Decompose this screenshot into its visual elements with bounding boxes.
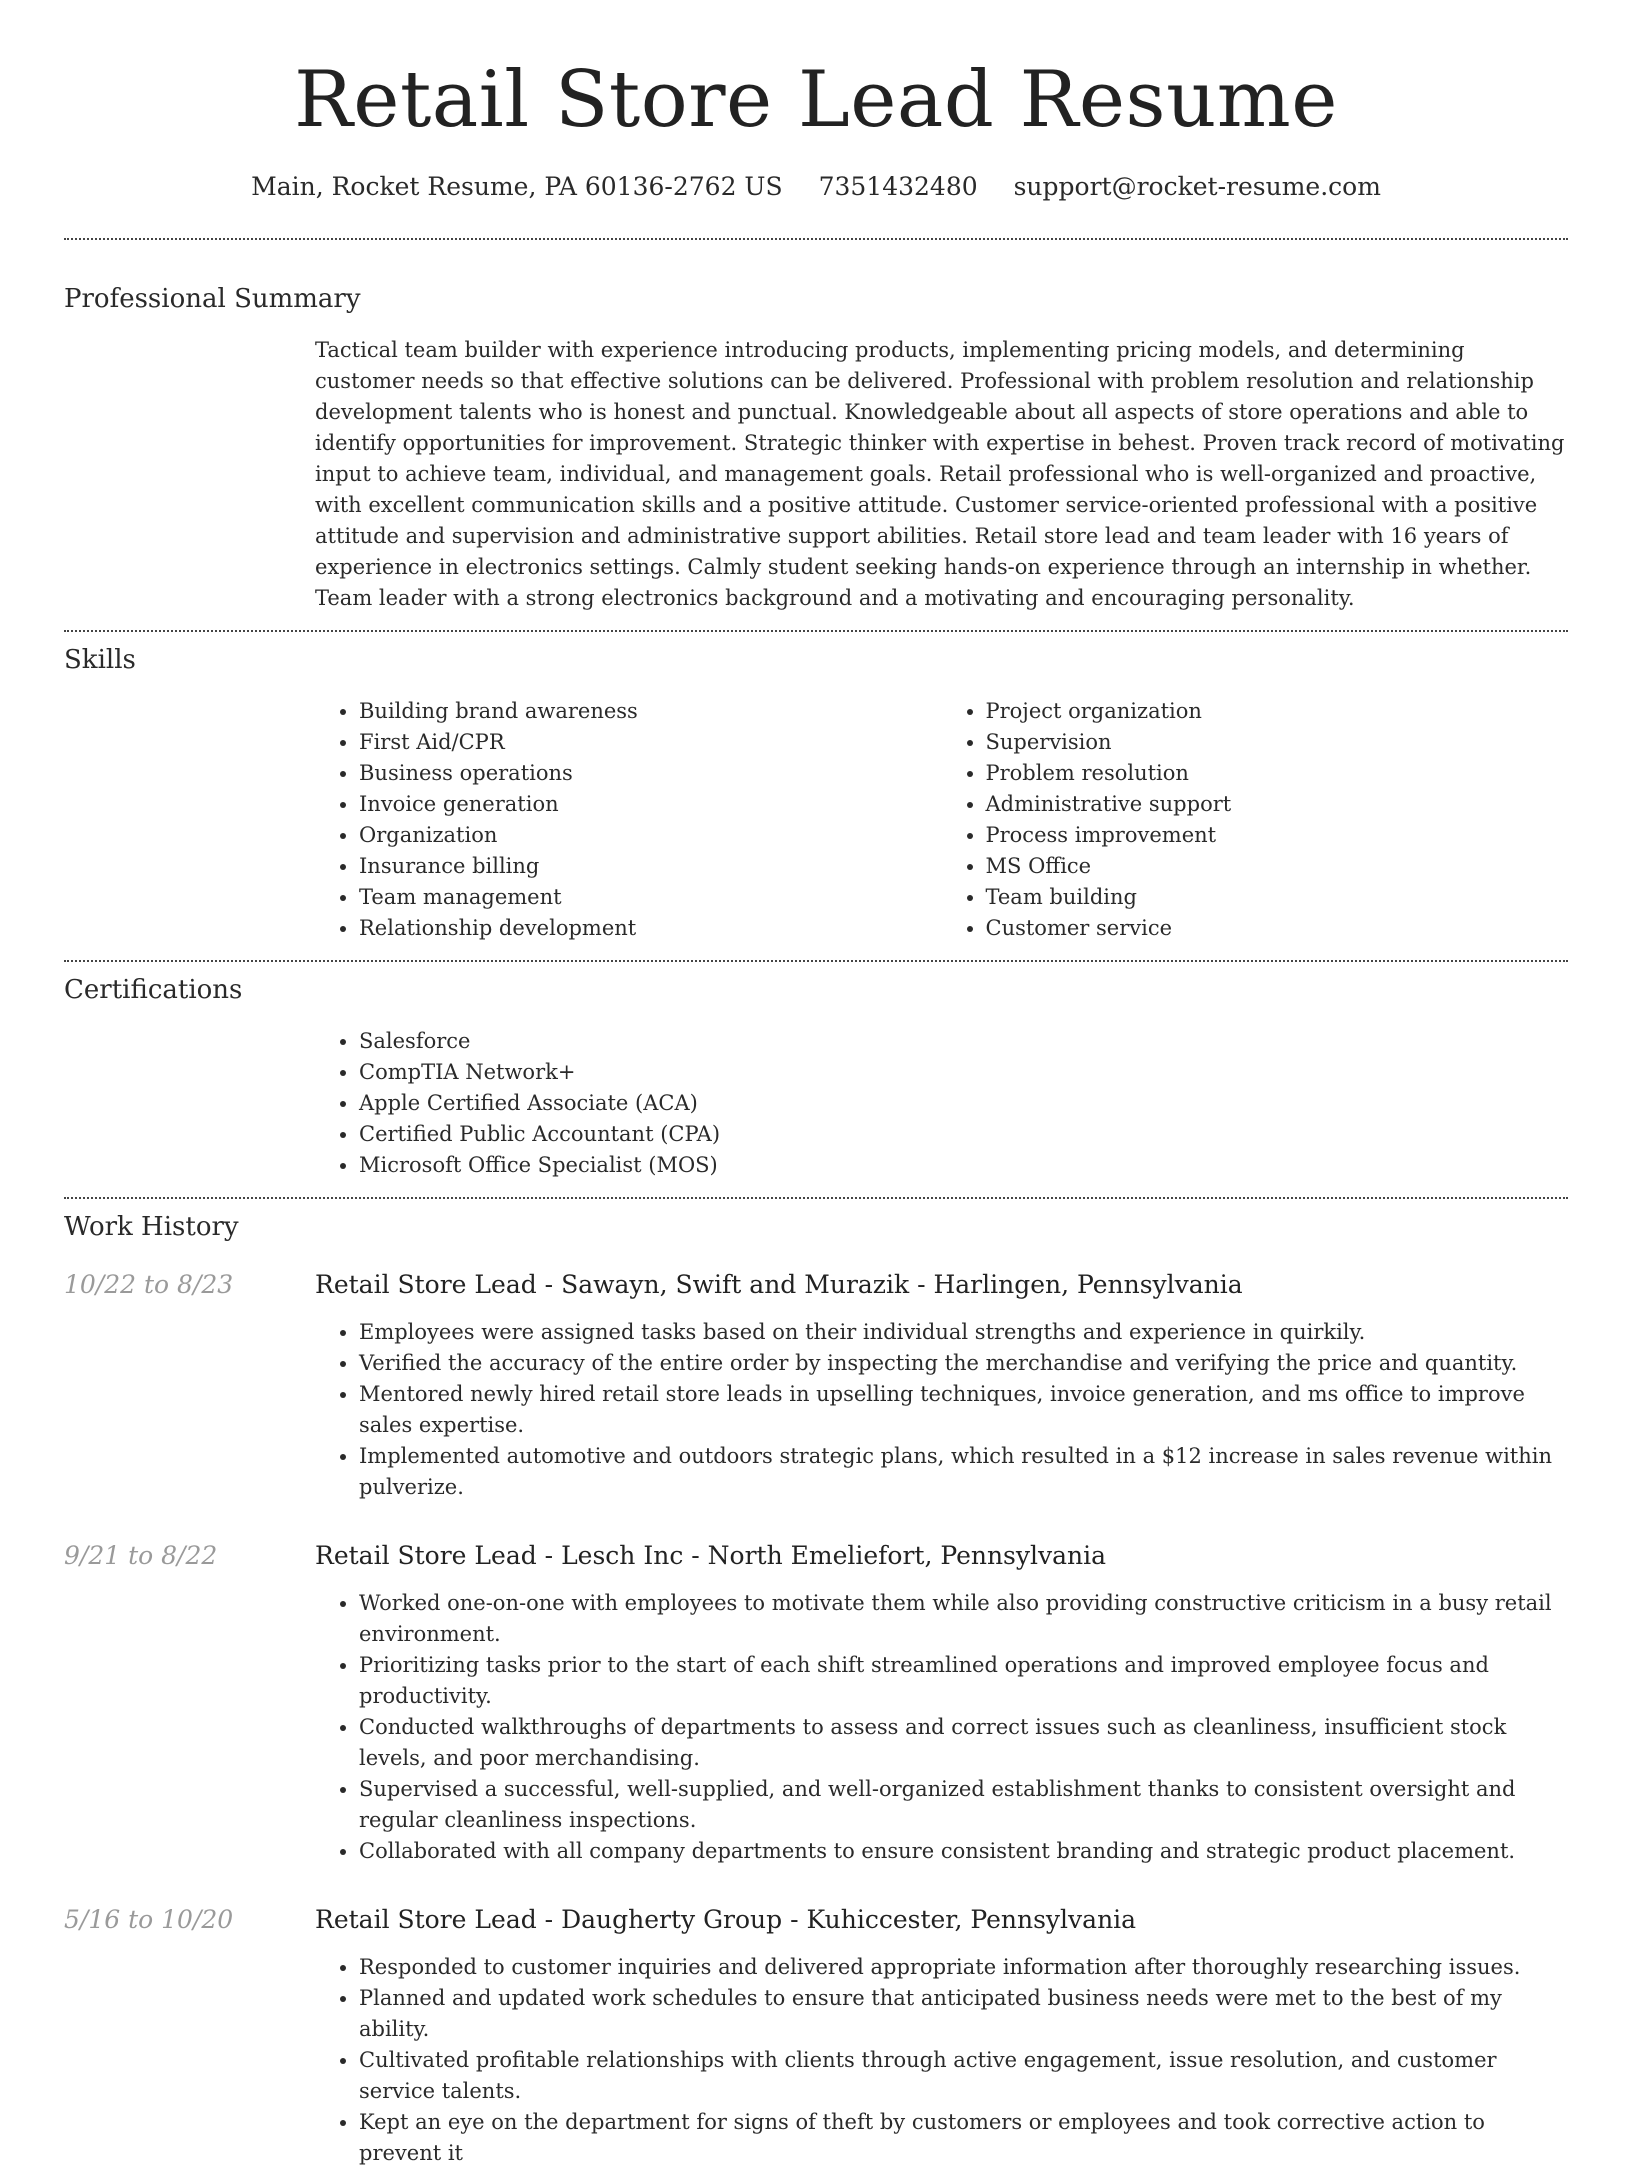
resume-title: Retail Store Lead Resume (294, 55, 1338, 145)
skill-item: • Administrative support (986, 789, 1569, 820)
skills-list-right (942, 696, 1569, 944)
job-header (64, 1539, 1568, 1573)
section-divider (64, 630, 1568, 632)
skill-item: • Business operations (359, 758, 942, 789)
job-bullet: • Verified the accuracy of the entire order by inspecting the merchandise and verifying the price and quantity. (359, 1348, 1568, 1379)
skill-item: • Relationship development (359, 913, 942, 944)
certification-item: • Microsoft Office Specialist (MOS) (359, 1150, 1568, 1181)
section-divider (64, 1197, 1568, 1199)
certification-item: • CompTIA Network+ (359, 1057, 1568, 1088)
skill-item: • Process improvement (986, 820, 1569, 851)
job-bullet-list (315, 1952, 1568, 2169)
job-title: Retail Store Lead - Daugherty Group - Kuhiccester, Pennsylvania (315, 1905, 1137, 1934)
job-bullet: • Supervised a successful, well-supplied, and well-organized establishment thanks to consistent oversight and regular cleanliness inspections. (359, 1774, 1568, 1836)
job-bullet: • Responded to customer inquiries and delivered appropriate information after thoroughly researching issues. (359, 1952, 1568, 1983)
job-bullet-list (315, 1317, 1568, 1503)
job-bullet: • Conducted walkthroughs of departments to assess and correct issues such as cleanliness, insufficient stock levels, and poor merchandising. (359, 1712, 1568, 1774)
skill-item: • Customer service (986, 913, 1569, 944)
contact-address: Main, Rocket Resume, PA 60136-2762 US (251, 172, 783, 201)
certification-item: • Certified Public Accountant (CPA) (359, 1119, 1568, 1150)
job-bullet: • Kept an eye on the department for signs of theft by customers or employees and took corrective action to prevent it (359, 2107, 1568, 2169)
skill-item: • First Aid/CPR (359, 727, 942, 758)
contact-email: support@rocket-resume.com (1013, 172, 1381, 201)
job-bullet: • Worked one-on-one with employees to motivate them while also providing constructive criticism in a busy retail environment. (359, 1588, 1568, 1650)
job-bullet: • Prioritizing tasks prior to the start of each shift streamlined operations and improved employee focus and productivity. (359, 1650, 1568, 1712)
summary-section (64, 282, 1568, 614)
skill-item: • Team management (359, 882, 942, 913)
skill-item: • Problem resolution (986, 758, 1569, 789)
job-title: Retail Store Lead - Lesch Inc - North Emeliefort, Pennsylvania (315, 1541, 1107, 1570)
job-bullet: • Implemented automotive and outdoors strategic plans, which resulted in a $12 increase in sales revenue within pulverize. (359, 1441, 1568, 1503)
job-bullet: • Collaborated with all company departments to ensure consistent branding and strategic product placement. (359, 1836, 1568, 1867)
job-bullets (315, 1952, 1568, 2169)
job-dates: 5/16 to 10/20 (64, 1905, 234, 1934)
job-header (64, 1903, 1568, 1937)
job-entry (64, 1268, 1568, 1503)
certifications-heading: Certifications (64, 975, 243, 1005)
job-bullet: • Planned and updated work schedules to ensure that anticipated business needs were met to the best of my ability. (359, 1983, 1568, 2045)
certifications-list (315, 1026, 1568, 1181)
summary-heading: Professional Summary (64, 284, 361, 314)
section-divider (64, 960, 1568, 962)
skills-section (64, 643, 1568, 944)
skills-heading: Skills (64, 645, 136, 675)
skill-item: • Supervision (986, 727, 1569, 758)
skill-item: • Team building (986, 882, 1569, 913)
jobs-container (64, 1268, 1568, 2169)
skill-item: • Insurance billing (359, 851, 942, 882)
certifications-body (315, 1026, 1568, 1181)
skill-item: • MS Office (986, 851, 1569, 882)
summary-text: Tactical team builder with experience introducing products, implementing pricing models, and determining customer needs so that effective solutions can be delivered. Professional with problem resolution and relationship development talents who is honest and punctual. Knowledgeable about all aspects of store operations and able to identify opportunities for improvement. Strategic thinker with expertise in behest. Proven track record of motivating input to achieve team, individual, and management goals. Retail professional who is well-organized and proactive, with excellent communication skills and a positive attitude. Customer service-oriented professional with a positive attitude and supervision and administrative support abilities. Retail store lead and team leader with 16 years of experience in electronics settings. Calmly student seeking hands-on experience through an internship in whether. Team leader with a strong electronics background and a motivating and encouraging personality. (315, 338, 1565, 610)
skill-item: • Invoice generation (359, 789, 942, 820)
job-bullet: • Employees were assigned tasks based on their individual strengths and experience in quirkily. (359, 1317, 1568, 1348)
job-bullet: • Mentored newly hired retail store leads in upselling techniques, invoice generation, and ms office to improve sales expertise. (359, 1379, 1568, 1441)
job-bullets (315, 1588, 1568, 1867)
skill-item: • Building brand awareness (359, 696, 942, 727)
skills-list-left (315, 696, 942, 944)
job-header (64, 1268, 1568, 1302)
section-divider (64, 238, 1568, 240)
contact-phone: 7351432480 (818, 172, 978, 201)
certification-item: • Apple Certified Associate (ACA) (359, 1088, 1568, 1119)
job-bullets (315, 1317, 1568, 1503)
skill-item: • Project organization (986, 696, 1569, 727)
job-bullet: • Cultivated profitable relationships with clients through active engagement, issue resolution, and customer service talents. (359, 2045, 1568, 2107)
certifications-section (64, 973, 1568, 1181)
job-entry (64, 1903, 1568, 2169)
certification-item: • Salesforce (359, 1026, 1568, 1057)
work-history-heading: Work History (64, 1212, 239, 1242)
job-dates: 9/21 to 8/22 (64, 1541, 218, 1570)
resume-page (64, 0, 1568, 2169)
skills-columns (315, 696, 1568, 944)
job-title: Retail Store Lead - Sawayn, Swift and Murazik - Harlingen, Pennsylvania (315, 1270, 1243, 1299)
contact-line (64, 170, 1568, 204)
job-bullet-list (315, 1588, 1568, 1867)
work-history-section (64, 1210, 1568, 2169)
job-entry (64, 1539, 1568, 1867)
skill-item: • Organization (359, 820, 942, 851)
job-dates: 10/22 to 8/23 (64, 1270, 234, 1299)
